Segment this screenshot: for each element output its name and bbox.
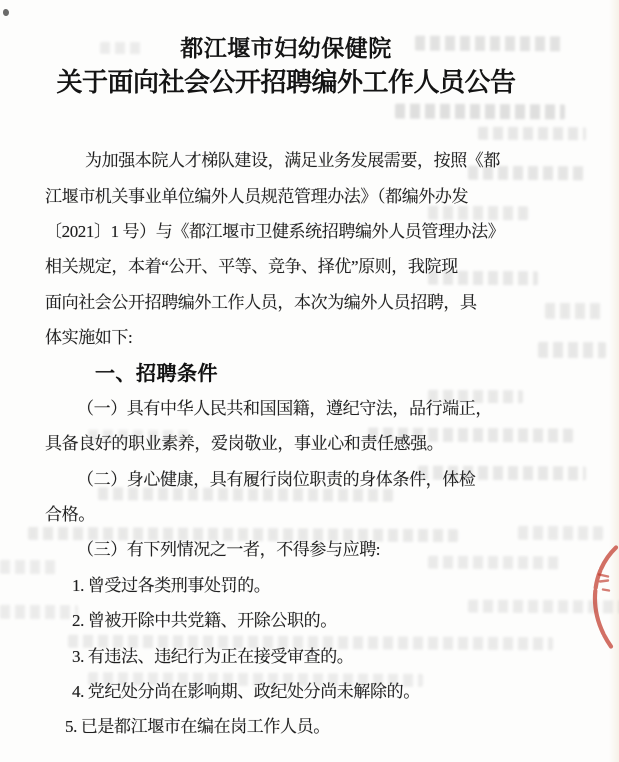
bleedthrough-artifact — [545, 303, 603, 319]
doc-title-line1: 都江堰市妇幼保健院 — [180, 35, 392, 61]
doc-title-line2: 关于面向社会公开招聘编外工作人员公告 — [56, 67, 516, 97]
bleedthrough-artifact — [538, 342, 606, 358]
red-seal-stamp — [580, 544, 619, 650]
doc-line: （一）具有中华人民共和国国籍，遵纪守法，品行端正， — [77, 398, 492, 418]
bleedthrough-artifact — [395, 104, 565, 120]
doc-line: 2. 曾被开除中共党籍、开除公职的。 — [72, 611, 337, 631]
doc-line: 4. 党纪处分尚在影响期、政纪处分尚未解除的。 — [72, 682, 420, 702]
doc-line: （三）有下列情况之一者，不得参与应聘: — [77, 540, 381, 560]
doc-line: 具备良好的职业素养，爱岗敬业，事业心和责任感强。 — [45, 434, 444, 454]
doc-line: 面向社会公开招聘编外工作人员，本次为编外人员招聘，具 — [45, 292, 477, 312]
doc-line: 为加强本院人才梯队建设，满足业务发展需要，按照《都 — [85, 151, 500, 171]
doc-line: 合格。 — [45, 505, 95, 525]
doc-line: （二）身心健康，具有履行岗位职责的身体条件，体检 — [77, 469, 476, 489]
doc-line: 〔2021〕1 号）与《都江堰市卫健系统招聘编外人员管理办法》 — [45, 221, 505, 241]
doc-line: 3. 有违法、违纪行为正在接受审查的。 — [72, 646, 354, 666]
doc-line: 5. 已是都江堰市在编在岗工作人员。 — [65, 717, 330, 737]
doc-line: 1. 曾受过各类刑事处罚的。 — [72, 575, 271, 595]
scan-speck — [3, 9, 9, 16]
doc-line: 江堰市机关事业单位编外人员规范管理办法》（都编外办发 — [45, 186, 469, 206]
bleedthrough-artifact — [478, 127, 586, 141]
doc-body — [45, 141, 545, 743]
doc-line: 体实施如下: — [45, 328, 133, 348]
doc-section-heading: 一、招聘条件 — [95, 362, 218, 385]
doc-line: 相关规定，本着“公开、平等、竞争、择优”原则，我院现 — [45, 257, 458, 277]
